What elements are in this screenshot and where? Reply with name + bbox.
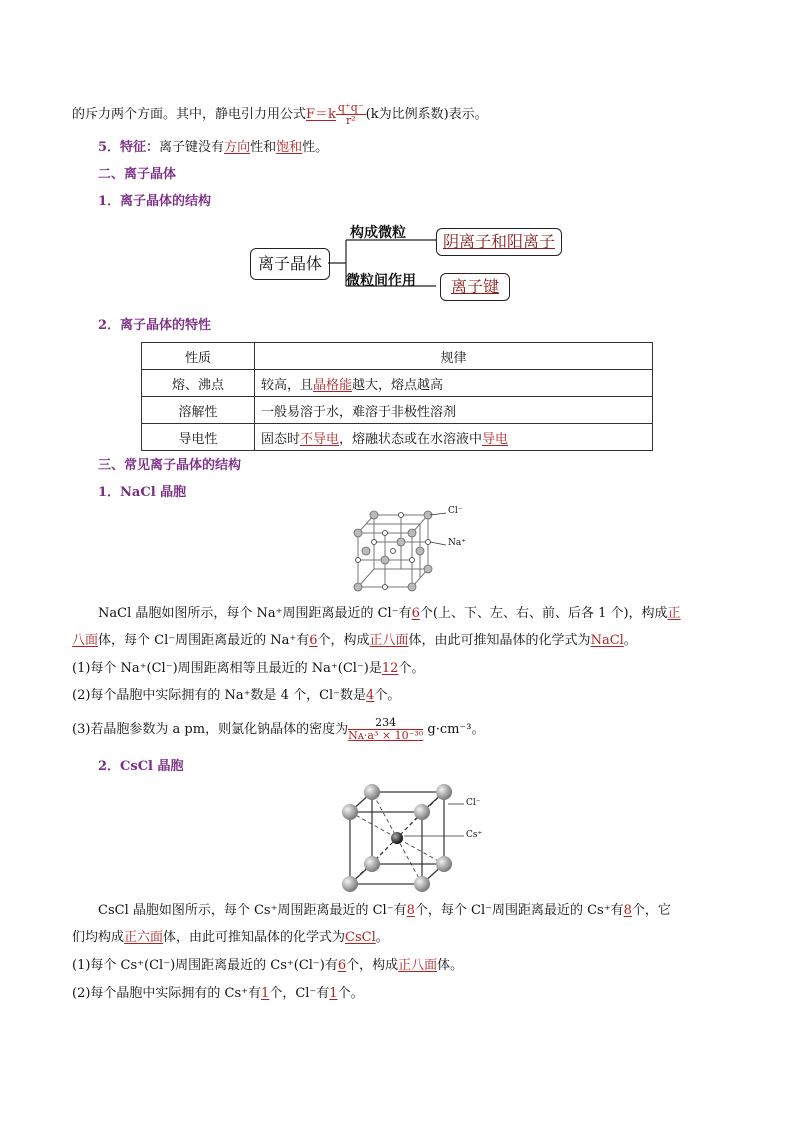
q-text: 个。: [337, 986, 364, 1001]
feature-text-c: 性。: [302, 140, 329, 155]
feature-text-b: 性和: [250, 140, 277, 155]
cscl-text: 个，它: [631, 903, 671, 918]
table-cell-property: 熔、沸点: [142, 370, 255, 397]
feature-label: 5．特征：: [98, 140, 160, 155]
subsection-properties-title: 2．离子晶体的特性: [98, 318, 212, 333]
nacl-text: 个(上、下、左、右、前、后各 1 个)，构成: [419, 606, 668, 621]
density-numerator: 234: [348, 717, 423, 730]
table-header-row: [142, 343, 653, 370]
q-text: 体。: [437, 958, 464, 973]
table-cell-property: 溶解性: [142, 397, 255, 424]
fill-nonconductive: 不导电: [300, 431, 340, 447]
table-header-rule: 规律: [255, 343, 653, 370]
nacl-unit-cell-figure: [350, 505, 470, 595]
density-denominator: Nᴀ·a³ × 10⁻³⁰: [348, 729, 424, 742]
nacl-cl-label: Cl⁻: [448, 506, 463, 516]
intro-line: [72, 102, 722, 127]
diagram-branch1-label: 构成微粒: [350, 225, 406, 241]
cscl-question-1: [72, 956, 722, 976]
nacl-question-1: [72, 659, 722, 679]
properties-table: [141, 342, 653, 451]
cscl-text: 体，由此可推知晶体的化学式为: [163, 930, 346, 945]
nacl-text: 。: [623, 633, 637, 648]
fill-conductive: 导电: [482, 431, 509, 447]
fill-cscl-formula: CsCl: [345, 930, 376, 945]
q-text: 个。: [374, 688, 401, 703]
rule-text: 越大，熔点越高: [352, 377, 444, 393]
cscl-paragraph-line2: [72, 928, 722, 948]
fill-nacl-octahedron: 八面: [72, 633, 99, 648]
nacl-question-3: [72, 714, 722, 746]
nacl-paragraph-line1: [98, 604, 722, 624]
fill-saturation: 饱和: [276, 140, 303, 155]
cscl-cl-label: Cl⁻: [466, 798, 481, 808]
coulomb-fraction: [336, 102, 366, 127]
fill-cscl-cube: 正六面: [124, 930, 164, 945]
fill-nacl-6: 6: [411, 606, 420, 621]
cscl-text: 。: [375, 930, 389, 945]
formula-numerator: q⁺q⁻: [337, 101, 364, 114]
table-row: [142, 397, 653, 424]
rule-text: 固态时: [261, 431, 301, 447]
subsection-structure-title: 1．离子晶体的结构: [98, 194, 212, 209]
q-text: 个，构成: [346, 958, 399, 973]
nacl-paragraph-line2: [72, 631, 722, 651]
fill-lattice-energy: 晶格能: [313, 377, 353, 393]
feature-text-a: 离子键没有: [159, 140, 225, 155]
section-ionic-crystal-title: 二、离子晶体: [98, 167, 177, 182]
fill-cscl-8b: 8: [623, 903, 632, 918]
nacl-text: 体，每个 Cl⁻周围距离最近的 Na⁺有: [98, 633, 310, 648]
cscl-cs-label: Cs⁺: [466, 830, 483, 840]
table-row: [142, 370, 653, 397]
table-cell-property: 导电性: [142, 424, 255, 451]
q-text: (3)若晶胞参数为 a pm，则氯化钠晶体的密度为: [72, 722, 349, 737]
cscl-text: 个，每个 Cl⁻周围距离最近的 Cs⁺有: [414, 903, 624, 918]
nacl-text: 体，由此可推知晶体的化学式为: [408, 633, 591, 648]
fill-nacl-12: 12: [381, 661, 399, 676]
fill-nacl-4: 4: [366, 688, 375, 703]
table-cell-rule: 一般易溶于水，难溶于非极性溶剂: [255, 397, 653, 424]
formula-denominator: r²: [345, 114, 356, 127]
section-common-structures-title: 三、常见离子晶体的结构: [98, 458, 242, 473]
table-row: [142, 424, 653, 451]
formula-lhs: F＝k: [306, 107, 336, 122]
diagram-root: 离子晶体: [250, 248, 330, 280]
cscl-question-2: [72, 984, 722, 1004]
diagram-branch2-label: 微粒间作用: [346, 273, 416, 289]
fill-cscl-octahedron: 正八面: [398, 958, 438, 973]
table-header-property: 性质: [142, 343, 255, 370]
subsection-cscl-title: 2．CsCl 晶胞: [98, 759, 184, 774]
q-text: (2)每个晶胞中实际拥有的 Na⁺数是 4 个，Cl⁻数是: [72, 688, 367, 703]
cscl-text: 们均构成: [72, 930, 125, 945]
diagram-branch2-value: 离子键: [440, 273, 510, 301]
q-text: 个。: [398, 661, 425, 676]
density-fraction: [348, 717, 423, 742]
fill-nacl-regular: 正: [667, 606, 681, 621]
nacl-text: 个，构成: [317, 633, 370, 648]
intro-text: 的斥力两个方面。其中，静电引力用公式: [72, 107, 307, 122]
fill-cscl-1a: 1: [261, 986, 270, 1001]
diagram-branch1-value: 阴离子和阳离子: [436, 228, 562, 256]
fill-nacl-formula: NaCl: [590, 633, 624, 648]
q-text: 个，Cl⁻有: [269, 986, 330, 1001]
nacl-question-2: [72, 686, 722, 706]
cscl-paragraph-line1: [98, 901, 722, 921]
nacl-text: NaCl 晶胞如图所示，每个 Na⁺周围距离最近的 Cl⁻有: [98, 606, 412, 621]
intro-text-end: (k为比例系数)表示。: [365, 107, 488, 122]
q-text: (2)每个晶胞中实际拥有的 Cs⁺有: [72, 986, 262, 1001]
nacl-na-label: Na⁺: [448, 538, 466, 548]
fill-cscl-6: 6: [337, 958, 347, 973]
fill-cscl-8a: 8: [406, 903, 415, 918]
q-text: g·cm⁻³。: [427, 722, 485, 737]
rule-text: ，熔融状态或在水溶液中: [339, 431, 483, 447]
fill-nacl-octahedron-2: 正八面: [369, 633, 409, 648]
fill-cscl-1b: 1: [329, 986, 338, 1001]
table-cell-rule: [255, 370, 653, 397]
feature-line: [98, 138, 722, 158]
rule-text: 较高，且: [261, 377, 314, 393]
cscl-text: CsCl 晶胞如图所示，每个 Cs⁺周围距离最近的 Cl⁻有: [98, 903, 407, 918]
subsection-nacl-title: 1．NaCl 晶胞: [98, 485, 187, 500]
q-text: (1)每个 Cs⁺(Cl⁻)周围距离最近的 Cs⁺(Cl⁻)有: [72, 958, 338, 973]
q-text: (1)每个 Na⁺(Cl⁻)周围距离相等且最近的 Na⁺(Cl⁻)是: [72, 661, 382, 676]
fill-direction: 方向: [224, 140, 251, 155]
table-cell-rule: [255, 424, 653, 451]
fill-nacl-6b: 6: [309, 633, 318, 648]
